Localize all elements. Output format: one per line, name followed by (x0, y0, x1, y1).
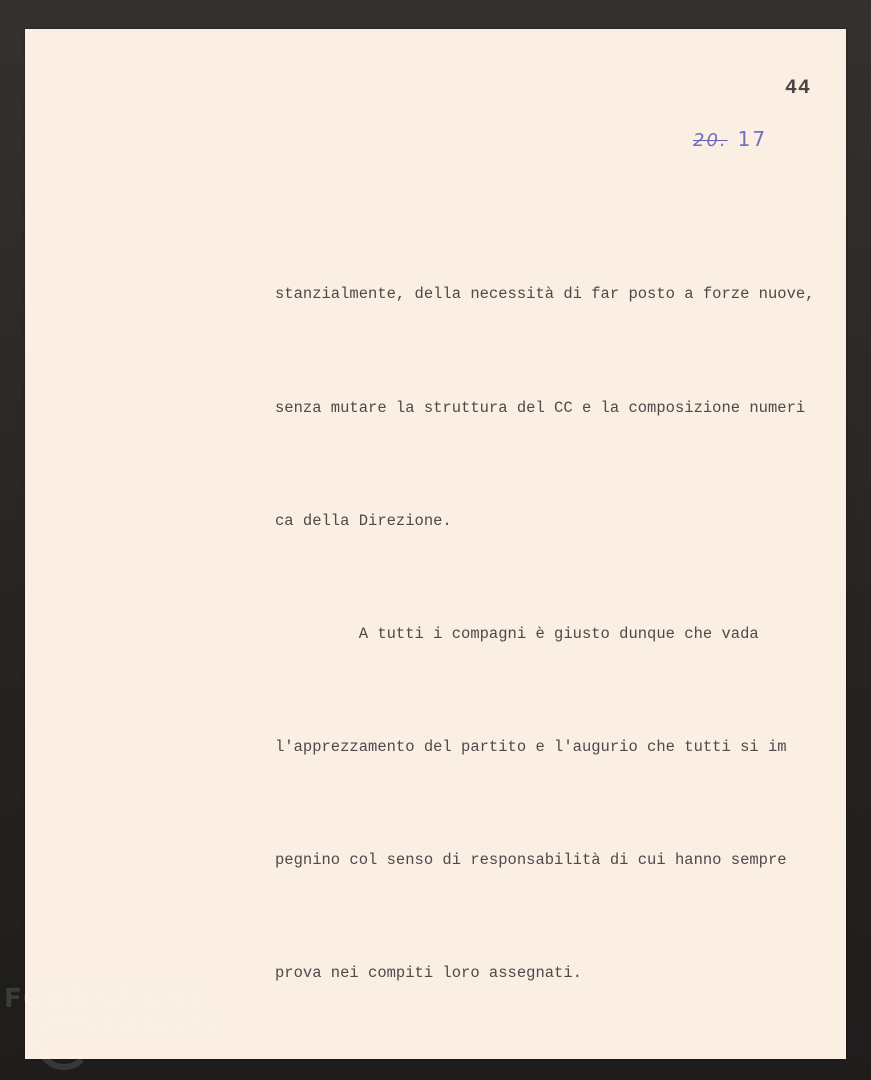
text-line: ca della Direzione. (275, 511, 452, 530)
watermark (4, 984, 218, 1044)
text-line: A tutti i compagni è giusto dunque che vada (275, 624, 759, 643)
new-annotation: 17 (737, 127, 768, 151)
text-line: prova nei compiti loro assegnati. (275, 963, 582, 982)
text-line: l'apprezzamento del partito e l'augurio che tutti si im (275, 737, 787, 756)
text-line: pegnino col senso di responsabilità di cui hanno sempre (275, 850, 787, 869)
page-number: 44 (785, 77, 812, 100)
watermark-line-2: GRAMSCI (76, 1014, 218, 1044)
text-line: stanzialmente, della necessità di far posto a forze nuove, (275, 285, 815, 304)
text-line: senza mutare la struttura del CC e la composizione numeri (275, 398, 806, 417)
watermark-line-1: FONDAZIONE (4, 984, 208, 1014)
document-page (25, 29, 846, 1059)
typed-body-text (275, 201, 835, 1068)
struck-annotation: 20. (693, 130, 728, 151)
handwritten-annotation (693, 127, 767, 151)
